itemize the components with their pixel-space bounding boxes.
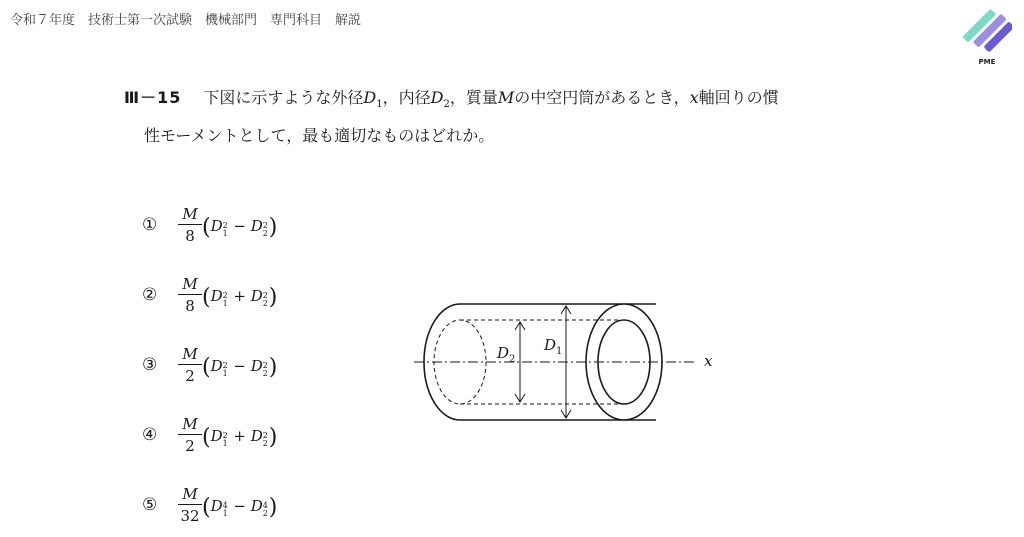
subscript: 2 xyxy=(262,229,268,238)
option-number: ④ xyxy=(142,425,158,445)
fraction-bar xyxy=(178,434,202,435)
question-sep-1: ，内径 xyxy=(382,88,431,107)
script-1 xyxy=(223,362,229,378)
exponent: 2 xyxy=(222,431,228,440)
x-axis-label: x xyxy=(704,352,713,370)
term-D1: D xyxy=(210,287,223,305)
exponent: 4 xyxy=(262,501,268,510)
option-fraction xyxy=(178,415,202,455)
term-D1: D xyxy=(210,217,223,235)
paren-open: ( xyxy=(202,285,211,310)
exponent: 2 xyxy=(262,361,268,370)
fraction-bar xyxy=(178,504,202,505)
question-sep-2: ，質量 xyxy=(449,88,498,107)
script-1 xyxy=(223,222,229,238)
paren-open: ( xyxy=(202,425,211,450)
question-line-1 xyxy=(124,90,779,110)
exponent: 2 xyxy=(222,291,228,300)
fraction-numerator: M xyxy=(182,275,198,293)
fraction-denominator: 8 xyxy=(185,227,195,245)
option-fraction xyxy=(178,205,202,245)
sub-1: 1 xyxy=(376,99,383,110)
fraction-denominator: 2 xyxy=(185,367,195,385)
subscript: 2 xyxy=(262,439,268,448)
script-1 xyxy=(223,292,229,308)
subscript: 1 xyxy=(222,229,228,238)
option-expression xyxy=(202,495,277,520)
operator: − xyxy=(233,217,246,235)
fraction-denominator: 2 xyxy=(185,437,195,455)
fraction-bar xyxy=(178,294,202,295)
label-D1: $D_1$ xyxy=(544,336,563,357)
sub-2: 2 xyxy=(443,99,450,110)
option-expression xyxy=(202,215,277,240)
paren-close: ) xyxy=(268,215,278,240)
subscript: 1 xyxy=(222,439,228,448)
option-1[interactable] xyxy=(142,205,302,249)
term-D1: D xyxy=(210,427,223,445)
option-fraction xyxy=(178,275,202,315)
paren-open: ( xyxy=(202,215,211,240)
fraction-numerator: M xyxy=(182,345,198,363)
logo-text: PME xyxy=(978,58,996,66)
subscript: 1 xyxy=(222,299,228,308)
paren-open: ( xyxy=(202,355,211,380)
page-header: 令和７年度 技術士第一次試験 機械部門 専門科目 解説 xyxy=(10,13,362,28)
operator: − xyxy=(233,497,246,515)
subscript: 2 xyxy=(262,509,268,518)
hollow-cylinder-figure xyxy=(400,290,730,450)
question-number: Ⅲ－15 xyxy=(124,88,182,107)
pme-logo xyxy=(962,6,1012,68)
paren-open: ( xyxy=(202,495,211,520)
paren-close: ) xyxy=(268,495,278,520)
option-number: ① xyxy=(142,215,158,235)
paren-close: ) xyxy=(268,285,278,310)
exponent: 2 xyxy=(262,221,268,230)
exponent: 2 xyxy=(262,291,268,300)
term-D1: D xyxy=(210,357,223,375)
operator: + xyxy=(233,287,246,305)
option-number: ② xyxy=(142,285,158,305)
paren-close: ) xyxy=(268,355,278,380)
label-D2: $D_2$ xyxy=(497,344,516,365)
term-D1: D xyxy=(210,497,223,515)
script-1 xyxy=(223,432,229,448)
term-D2: D xyxy=(250,217,263,235)
option-4[interactable] xyxy=(142,415,302,459)
exponent: 4 xyxy=(222,501,228,510)
subscript: 1 xyxy=(222,369,228,378)
cylinder-right-inner xyxy=(598,320,650,404)
paren-close: ) xyxy=(268,425,278,450)
fraction-bar xyxy=(178,364,202,365)
var-x: x xyxy=(689,88,699,107)
script-1 xyxy=(223,502,229,518)
exponent: 2 xyxy=(222,361,228,370)
question-text-c: 軸回りの慣 xyxy=(698,88,779,107)
option-number: ③ xyxy=(142,355,158,375)
var-D1: D xyxy=(363,88,377,107)
question-text-b: の中空円筒があるとき， xyxy=(514,88,690,107)
subscript: 2 xyxy=(262,369,268,378)
fraction-numerator: M xyxy=(182,485,198,503)
subscript: 1 xyxy=(222,509,228,518)
option-2[interactable] xyxy=(142,275,302,319)
operator: + xyxy=(233,427,246,445)
fraction-numerator: M xyxy=(182,415,198,433)
var-D2: D xyxy=(430,88,444,107)
subscript: 2 xyxy=(262,299,268,308)
exponent: 2 xyxy=(222,221,228,230)
option-number: ⑤ xyxy=(142,495,158,515)
question-line-2: 性モーメントとして，最も適切なものはどれか。 xyxy=(144,126,495,145)
exponent: 2 xyxy=(262,431,268,440)
var-M: M xyxy=(497,88,515,107)
fraction-denominator: 32 xyxy=(180,507,200,525)
option-expression xyxy=(202,425,277,450)
term-D2: D xyxy=(250,427,263,445)
fraction-bar xyxy=(178,224,202,225)
question-text-a: 下図に示すような外径 xyxy=(203,88,364,107)
operator: − xyxy=(233,357,246,375)
fraction-denominator: 8 xyxy=(185,297,195,315)
option-fraction xyxy=(178,345,202,385)
option-expression xyxy=(202,355,277,380)
pme-stripes-icon xyxy=(962,6,1012,58)
option-5[interactable] xyxy=(142,485,302,529)
term-D2: D xyxy=(250,497,263,515)
option-expression xyxy=(202,285,277,310)
term-D2: D xyxy=(250,287,263,305)
fraction-numerator: M xyxy=(182,205,198,223)
option-fraction xyxy=(178,485,202,525)
option-3[interactable] xyxy=(142,345,302,389)
term-D2: D xyxy=(250,357,263,375)
